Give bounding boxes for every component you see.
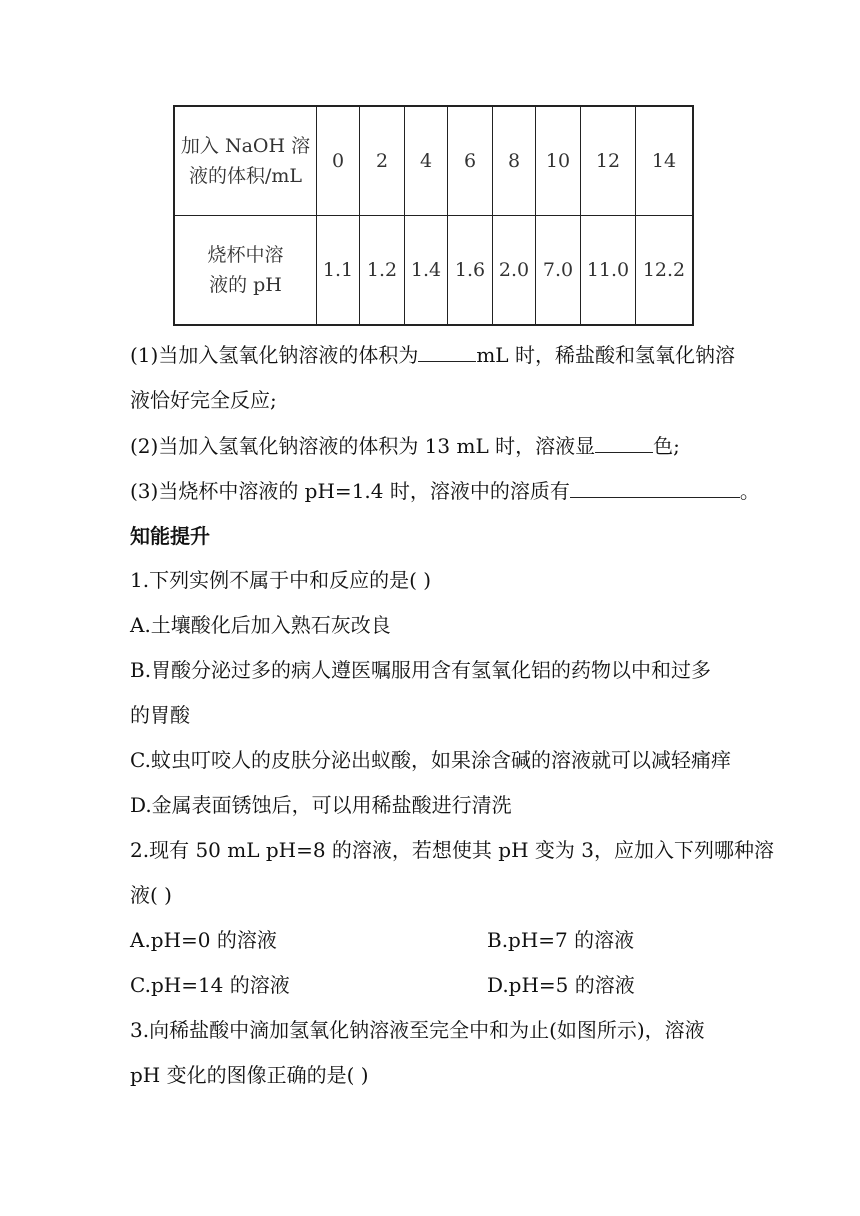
q1-option-a: A.土壤酸化后加入熟石灰改良 (130, 613, 391, 637)
q2-option-d: D.pH=5 的溶液 (487, 973, 635, 997)
ph-row (174, 216, 693, 326)
ph-cell: 1.2 (360, 216, 405, 326)
volume-cell: 8 (493, 106, 536, 216)
volume-cell: 4 (405, 106, 448, 216)
ph-cell: 1.1 (317, 216, 360, 326)
q1-option-d: D.金属表面锈蚀后，可以用稀盐酸进行清洗 (130, 793, 512, 817)
answer-blank[interactable] (570, 475, 740, 498)
q1-option-c: C.蚊虫叮咬人的皮肤分泌出蚁酸，如果涂含碱的溶液就可以减轻痛痒 (130, 748, 731, 772)
answer-blank[interactable] (595, 430, 653, 453)
volume-cell: 12 (581, 106, 636, 216)
ph-cell: 2.0 (493, 216, 536, 326)
volume-header-line2: 液的体积/mL (188, 165, 303, 187)
answer-blank[interactable] (418, 339, 476, 362)
ph-cell: 1.6 (448, 216, 493, 326)
q1-option-b-line2: 的胃酸 (130, 703, 190, 727)
q1-option-b-line1: B.胃酸分泌过多的病人遵医嘱服用含有氢氧化铝的药物以中和过多 (130, 658, 712, 682)
prev-q2-text-a: (2)当加入氢氧化钠溶液的体积为 13 mL 时，溶液显 (130, 434, 596, 458)
q3-stem-line2: pH 变化的图像正确的是( ) (130, 1063, 369, 1087)
volume-header-cell (174, 106, 317, 216)
prev-q3-text-b: 。 (739, 479, 760, 503)
volume-row (174, 106, 693, 216)
ph-cell: 11.0 (581, 216, 636, 326)
q2-options-row1 (130, 925, 635, 955)
section-title: 知能提升 (130, 524, 210, 548)
volume-header-line1: 加入 NaOH 溶 (180, 135, 311, 157)
ph-header-line1: 烧杯中溶 (207, 244, 284, 266)
volume-cell: 0 (317, 106, 360, 216)
q2-stem-line1: 2.现有 50 mL pH=8 的溶液，若想使其 pH 变为 3，应加入下列哪种溶 (130, 838, 774, 862)
prev-q3-text-a: (3)当烧杯中溶液的 pH=1.4 时，溶液中的溶质有 (130, 479, 570, 503)
q3-stem-line1: 3.向稀盐酸中滴加氢氧化钠溶液至完全中和为止(如图所示)，溶液 (130, 1018, 705, 1042)
prev-q1-text-a: (1)当加入氢氧化钠溶液的体积为 (130, 343, 419, 367)
ph-data-table (173, 105, 694, 326)
q2-options-row2 (130, 970, 635, 1000)
prev-q1-text-b: mL 时，稀盐酸和氢氧化钠溶 (476, 343, 735, 367)
ph-cell: 1.4 (405, 216, 448, 326)
prev-question-1-line1 (130, 339, 735, 370)
volume-cell: 2 (360, 106, 405, 216)
prev-q2-text-b: 色; (653, 434, 680, 458)
prev-question-3 (130, 475, 760, 506)
ph-cell: 7.0 (536, 216, 581, 326)
volume-cell: 10 (536, 106, 581, 216)
prev-question-1-line2: 液恰好完全反应; (130, 388, 277, 412)
volume-cell: 14 (636, 106, 694, 216)
q1-stem: 1.下列实例不属于中和反应的是( ) (130, 568, 432, 592)
q2-option-b: B.pH=7 的溶液 (487, 928, 635, 952)
volume-cell: 6 (448, 106, 493, 216)
prev-question-2 (130, 430, 680, 461)
ph-cell: 12.2 (636, 216, 694, 326)
ph-header-cell (174, 216, 317, 326)
q2-option-a: A.pH=0 的溶液 (130, 928, 277, 952)
q2-option-c: C.pH=14 的溶液 (130, 973, 290, 997)
q2-stem-line2: 液( ) (130, 883, 172, 907)
ph-header-line2: 液的 pH (209, 274, 282, 296)
